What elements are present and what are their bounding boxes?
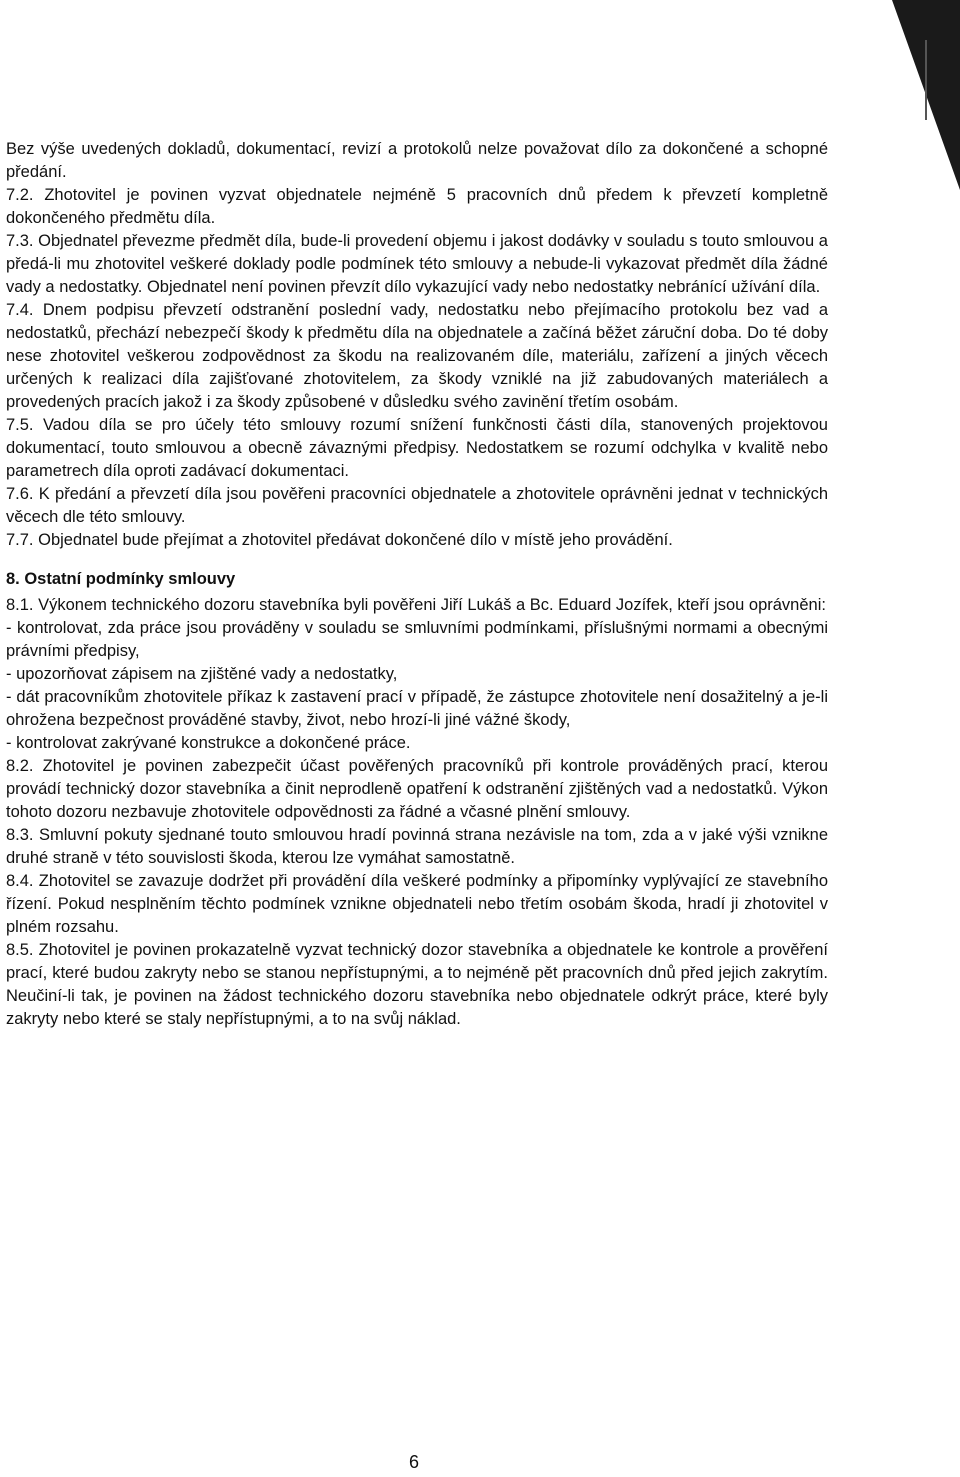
- paragraph-7-4: 7.4. Dnem podpisu převzetí odstranění poslední vady, nedostatku nebo přejímacího protokolu bez vad a nedostatků, přechází nebezpečí škody k předmětu díla na objednatele a začíná běžet záruční doba. Do té doby nese zhotovitel veškerou zodpovědnost za škodu na realizovaném díle, materiálu, zařízení a jiných věcech určených k realizaci díla zajišťované zhotovitelem, za škody vzniklé na již zabudovaných materiálech a provedených pracích jakož i za škody způsobené v důsledku svého zavinění třetím osobám.: [6, 301, 828, 411]
- list-item: - dát pracovníkům zhotovitele příkaz k zastavení prací v případě, že zástupce zhotovitele není dosažitelný a je-li ohrožena bezpečnost prováděné stavby, život, nebo hrozí-li jiné vážné škody,: [6, 688, 828, 729]
- paragraph-7-5: 7.5. Vadou díla se pro účely této smlouvy rozumí snížení funkčnosti části díla, stanovených projektovou dokumentací, touto smlouvou a obecně závaznými předpisy. Nedostatkem se rozumí odchylka v kvalitě nebo parametrech díla oproti zadávací dokumentaci.: [6, 416, 828, 480]
- paragraph-8-5: 8.5. Zhotovitel je povinen prokazatelně vyzvat technický dozor stavebníka a objednatele ke kontrole a prověření prací, které budou zakryty nebo se stanou nepřístupnými, a to nejméně pět pracovních dnů před jejich zakrytím. Neučiní-li tak, je povinen na žádost technického dozoru stavebníka nebo objednatele odkrýt práce, které byly zakryty nebo které se staly nepřístupnými, a to na svůj náklad.: [6, 941, 828, 1028]
- paragraph-8-4: 8.4. Zhotovitel se zavazuje dodržet při provádění díla veškeré podmínky a připomínky vyplývající ze stavebního řízení. Pokud nesplněním těchto podmínek vznikne objednateli nebo třetím osobám škoda, hradí ji zhotovitel v plném rozsahu.: [6, 872, 828, 936]
- paragraph-7-6: 7.6. K předání a převzetí díla jsou pověřeni pracovníci objednatele a zhotovitele oprávněni jednat v technických věcech dle této smlouvy.: [6, 485, 828, 526]
- list-item: - kontrolovat zakrývané konstrukce a dokončené práce.: [6, 734, 411, 752]
- paragraph-7-2: 7.2. Zhotovitel je povinen vyzvat objednatele nejméně 5 pracovních dnů předem k převzetí kompletně dokončeného předmětu díla.: [6, 186, 828, 227]
- section-heading: 8. Ostatní podmínky smlouvy: [6, 570, 236, 588]
- paragraph-7-3: 7.3. Objednatel převezme předmět díla, bude-li provedení objemu i jakost dodávky v souladu s touto smlouvou a předá-li mu zhotovitel veškeré doklady podle podmínek této smlouvy a nebude-li vykazovat předmět díla žádné vady a nedostatky. Objednatel není povinen převzít dílo vykazující vady nebo nedostatky nebránící užívání díla.: [6, 232, 828, 296]
- paragraph: Bez výše uvedených dokladů, dokumentací, revizí a protokolů nelze považovat dílo za dokončené a schopné předání.: [6, 140, 828, 181]
- paragraph-7-7: 7.7. Objednatel bude přejímat a zhotovitel předávat dokončené dílo v místě jeho provádění.: [6, 531, 673, 549]
- page-number: 6: [408, 1452, 419, 1472]
- scan-corner-mark: [840, 0, 960, 200]
- list-item: - upozorňovat zápisem na zjištěné vady a nedostatky,: [6, 665, 398, 683]
- paragraph-8-3: 8.3. Smluvní pokuty sjednané touto smlouvou hradí povinná strana nezávisle na tom, zda a v jaké výši vznikne druhé straně v této souvislosti škoda, kterou lze vymáhat samostatně.: [6, 826, 828, 867]
- paragraph-8-2: 8.2. Zhotovitel je povinen zabezpečit účast pověřených pracovníků při kontrole prováděných prací, kterou provádí technický dozor stavebníka a činit neprodleně opatření k odstranění zjištěných vad a nedostatků. Výkon tohoto dozoru nezbavuje zhotovitele odpovědnosti za řádné a včasné plnění smlouvy.: [6, 757, 828, 821]
- document-body: [6, 138, 828, 1031]
- list-item: - kontrolovat, zda práce jsou prováděny v souladu se smluvními podmínkami, příslušnými normami a obecnými právními předpisy,: [6, 619, 828, 660]
- paragraph-8-1: 8.1. Výkonem technického dozoru stavebníka byli pověřeni Jiří Lukáš a Bc. Eduard Jozífek, kteří jsou oprávněni:: [6, 596, 826, 614]
